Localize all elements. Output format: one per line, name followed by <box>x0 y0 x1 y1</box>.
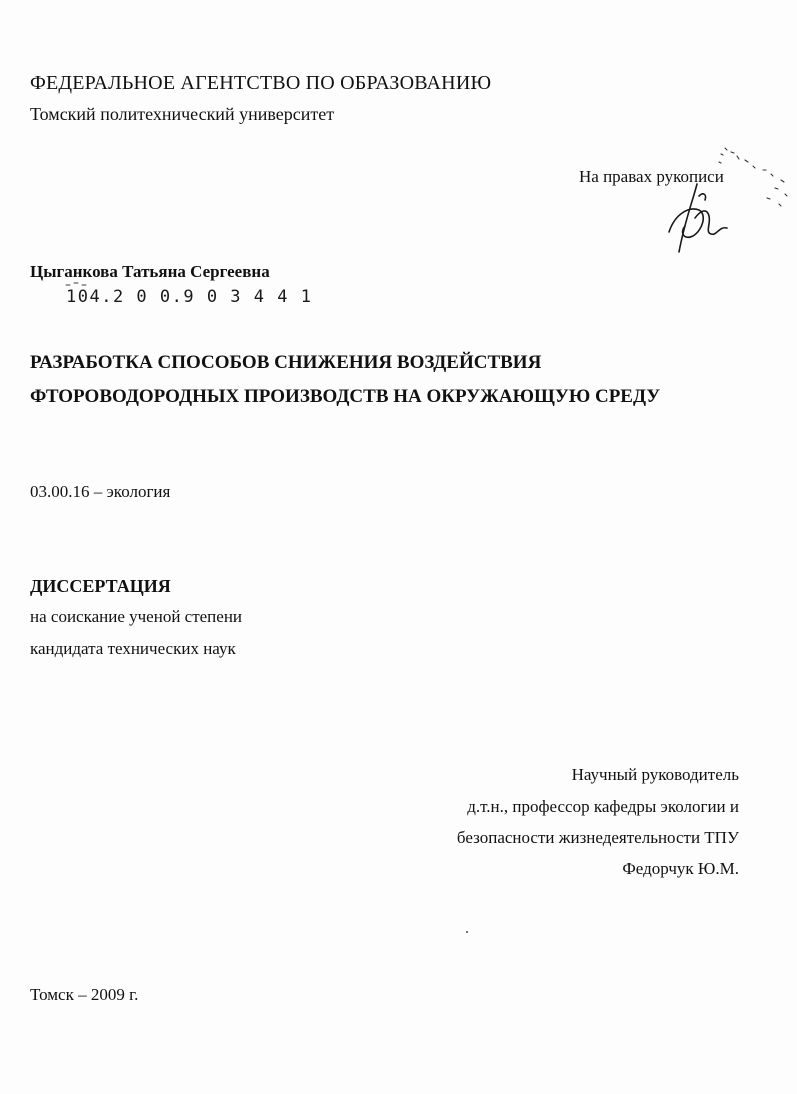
supervisor-label: Научный руководитель <box>571 765 739 784</box>
city-and-year: Томск – 2009 г. <box>30 985 139 1004</box>
document-type: ДИССЕРТАЦИЯ <box>30 576 171 596</box>
supervisor-position-line-2: безопасности жизнедеятельности ТПУ <box>456 828 739 847</box>
archive-code: 104.2 0 0.9 0 3 4 4 1 <box>66 287 313 307</box>
rights-note: На правах рукописи <box>579 167 724 186</box>
dissertation-title-line-1: РАЗРАБОТКА СПОСОБОВ СНИЖЕНИЯ ВОЗДЕЙСТВИЯ <box>30 352 542 373</box>
author-name: Цыганкова Татьяна Сергеевна <box>30 262 270 281</box>
dissertation-title-line-2: ФТОРОВОДОРОДНЫХ ПРОИЗВОДСТВ НА ОКРУЖАЮЩУЮ СРЕДУ <box>30 386 661 407</box>
degree-line-2: кандидата технических наук <box>30 639 236 658</box>
handwritten-signature <box>655 140 795 260</box>
supervisor-position-line-1: д.т.н., профессор кафедры экологии и <box>467 797 739 816</box>
degree-line-1: на соискание ученой степени <box>30 607 243 626</box>
agency-name: ФЕДЕРАЛЬНОЕ АГЕНТСТВО ПО ОБРАЗОВАНИЮ <box>30 72 492 94</box>
specialty-code: 03.00.16 – экология <box>30 482 171 501</box>
supervisor-name: Федорчук Ю.М. <box>622 859 739 878</box>
university-name: Томский политехнический университет <box>30 104 335 124</box>
scan-speck <box>466 931 468 933</box>
